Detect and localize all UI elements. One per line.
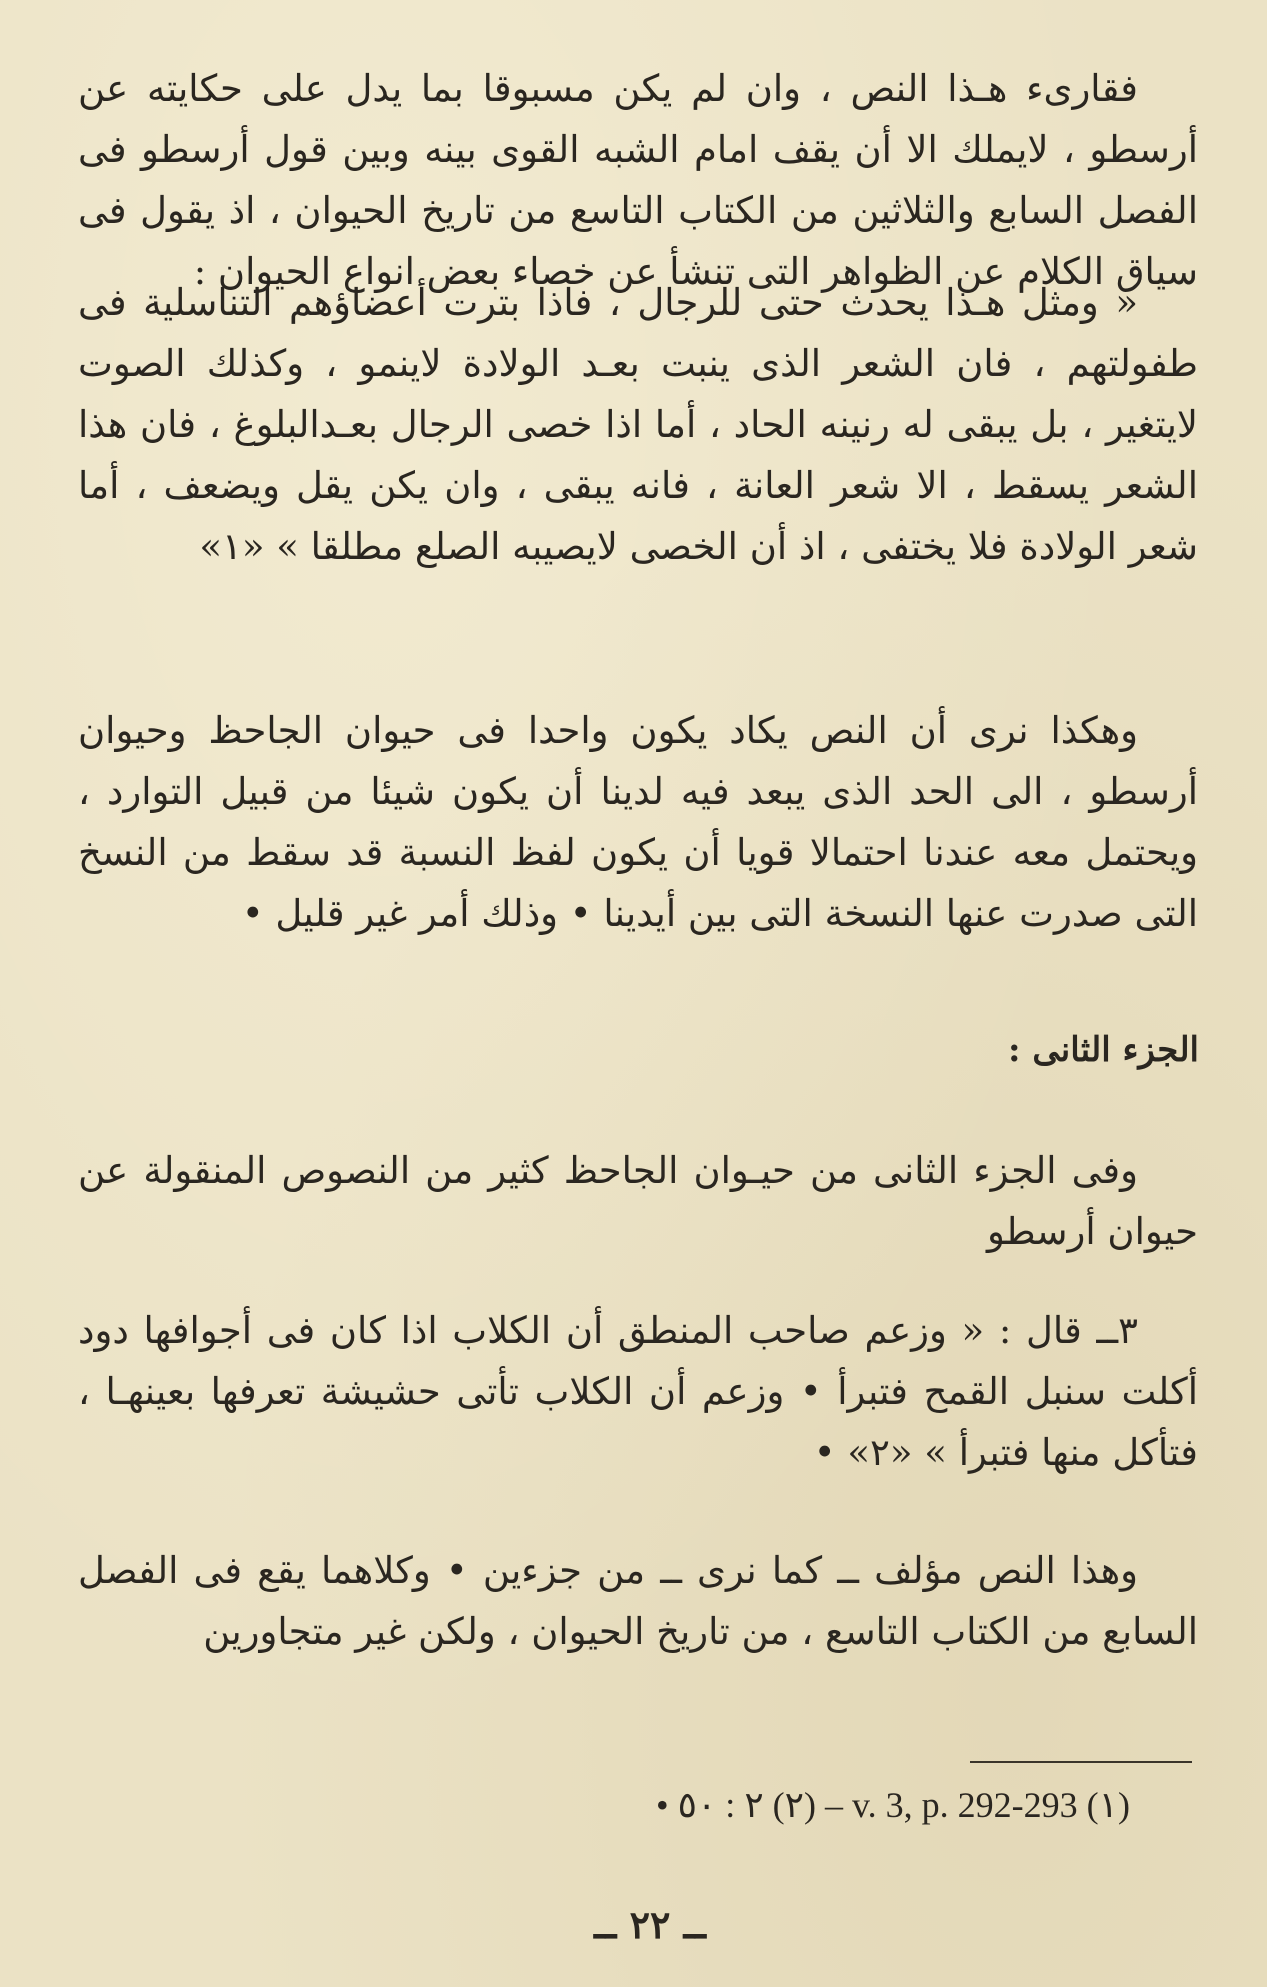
quote-paragraph-2: ٣ــ قال : « وزعم صاحب المنطق أن الكلاب اذا كان فى أجوافها دود أكلت سنبل القمح فتبرأ • وزعم أن الكلاب تأتى حشيشة تعرفها بعينهـا ، فتأكل منها فتبرأ » «٢» • [78, 1309, 1198, 1474]
paragraph-4: وفى الجزء الثانى من حيـوان الجاحظ كثير من النصوص المنقولة عن حيوان أرسطو [78, 1149, 1198, 1253]
section-heading: الجزء الثانى : [1008, 1030, 1199, 1070]
footnote-1-marker: (١) [1086, 1785, 1130, 1825]
paragraph-3: وهكذا نرى أن النص يكاد يكون واحدا فى حيوان الجاحظ وحيوان أرسطو ، الى الحد الذى يبعد فيه لدينا أن يكون شيئا من قبيل التوارد ، ويحتمل معه عندنا احتمالا قويا أن يكون لفظ النسبة قد سقط من النسخ التى صدرت عنها النسخة التى بين أيدينا • وذلك أمر غير قليل • [78, 709, 1198, 935]
paragraph-6: وهذا النص مؤلف ــ كما نرى ــ من جزءين • وكلاهما يقع فى الفصل السابع من الكتاب التاسع ، من تاريخ الحيوان ، ولكن غير متجاورين [78, 1549, 1198, 1653]
footnotes: (١) v. 3, p. 292-293 – (٢) ٢ : ٥٠ • [656, 1785, 1130, 1825]
page-number: ــ ٢٢ ــ [594, 1902, 706, 1947]
footnote-2-ref: ٢ : ٥٠ • [656, 1785, 764, 1825]
footnote-1-ref: v. 3, p. 292-293 [852, 1785, 1078, 1825]
footnote-2-marker: (٢) [772, 1785, 816, 1825]
quote-paragraph: « ومثل هـذا يحدث حتى للرجال ، فاذا بترت أعضاؤهم التناسلية فى طفولتهم ، فان الشعر الذى ينبت بعـد الولادة لاينمو ، وكذلك الصوت لايتغير ، بل يبقى له رنينه الحاد ، أما اذا خصى الرجال بعـدالبلوغ ، فان هذا الشعر يسقط ، الا شعر العانة ، فانه يبقى ، وان يكن يقل ويضعف ، أما شعر الولادة فلا يختفى ، اذ أن الخصى لايصيبه الصلع مطلقا » «١» [78, 281, 1198, 568]
paragraph-1: فقارىء هـذا النص ، وان لم يكن مسبوقا بما يدل على حكايته عن أرسطو ، لايملك الا أن يقف امام الشبه القوى بينه وبين قول أرسطو فى الفصل السابع والثلاثين من الكتاب التاسع من تاريخ الحيوان ، اذ يقول فى سياق الكلام عن الظواهر التى تنشأ عن خصاء بعض انواع الحيوان : [78, 67, 1198, 293]
footnote-rule [970, 1761, 1192, 1763]
